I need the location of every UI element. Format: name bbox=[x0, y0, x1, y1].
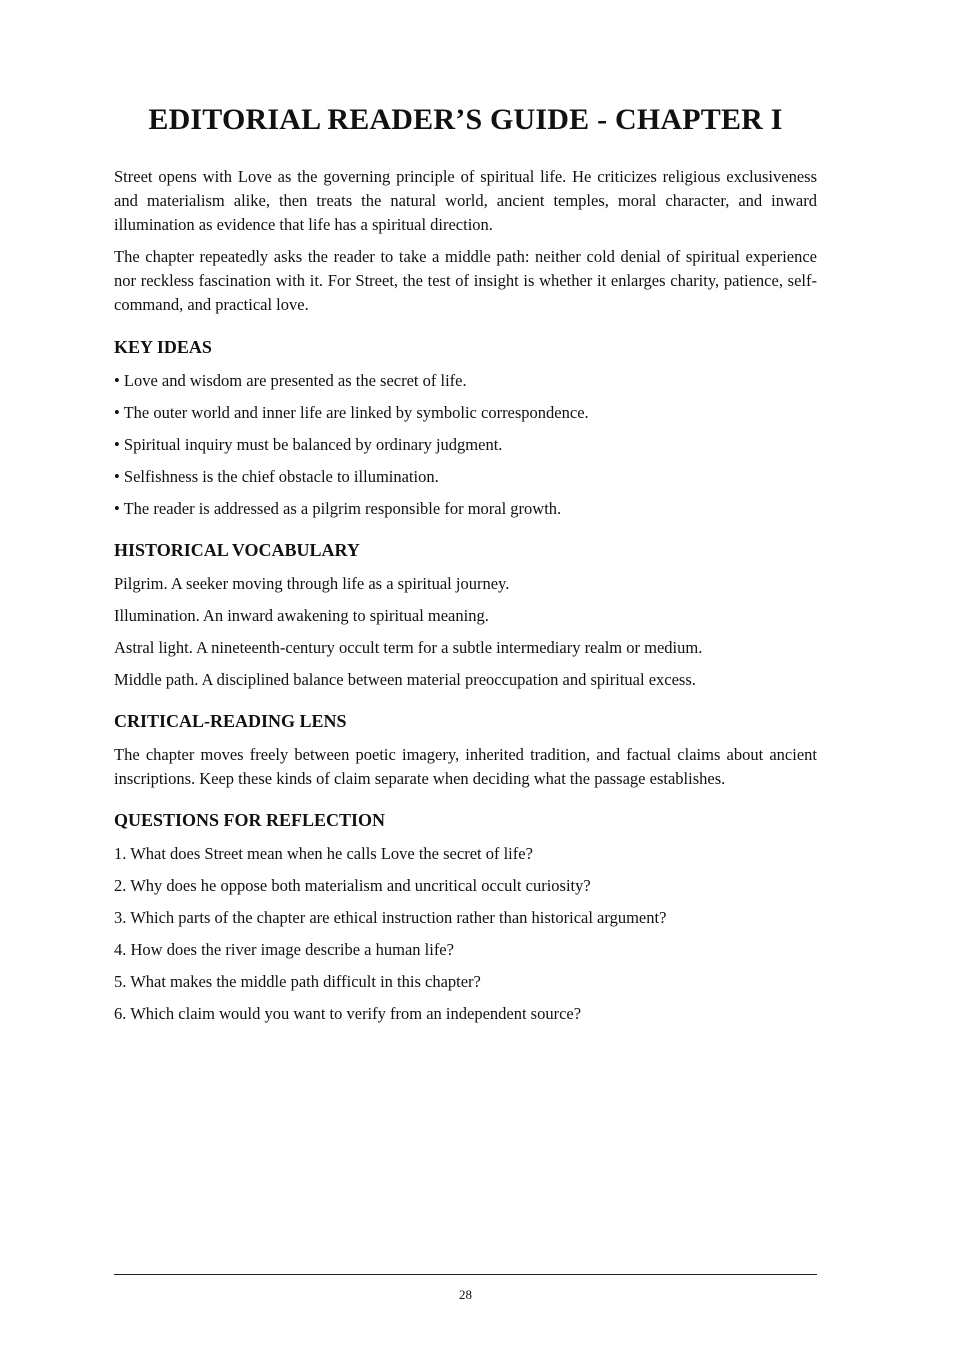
vocabulary-item: Pilgrim. A seeker moving through life as a spiritual journey. bbox=[114, 574, 510, 593]
vocabulary-item: Astral light. A nineteenth-century occult term for a subtle intermediary realm or medium. bbox=[114, 638, 703, 657]
question-item: 4. How does the river image describe a human life? bbox=[114, 940, 454, 959]
key-idea-item: • Selfishness is the chief obstacle to illumination. bbox=[114, 467, 439, 486]
intro-paragraph-2: The chapter repeatedly asks the reader to take a middle path: neither cold denial of spiritual experience nor reckless fascination with it. For Street, the test of insight is whether it enlarges charity, patience, self-command, and practical love. bbox=[114, 247, 817, 314]
intro-paragraph-1: Street opens with Love as the governing principle of spiritual life. He criticizes religious exclusiveness and materialism alike, then treats the natural world, ancient temples, moral character, and inward illumination as evidence that life has a spiritual direction. bbox=[114, 167, 817, 234]
document-page bbox=[114, 0, 817, 1026]
vocabulary-list bbox=[114, 572, 817, 692]
section-heading-historical-vocabulary: HISTORICAL VOCABULARY bbox=[114, 540, 360, 560]
questions-list bbox=[114, 842, 817, 1026]
page-number: 28 bbox=[459, 1287, 472, 1302]
question-item: 6. Which claim would you want to verify from an independent source? bbox=[114, 1004, 582, 1023]
question-item: 5. What makes the middle path difficult in this chapter? bbox=[114, 972, 481, 991]
question-item: 3. Which parts of the chapter are ethical instruction rather than historical argument? bbox=[114, 908, 667, 927]
section-heading-questions-for-reflection: QUESTIONS FOR REFLECTION bbox=[114, 810, 386, 830]
vocabulary-item: Middle path. A disciplined balance between material preoccupation and spiritual excess. bbox=[114, 670, 696, 689]
key-ideas-list bbox=[114, 369, 817, 521]
critical-reading-paragraph: The chapter moves freely between poetic imagery, inherited tradition, and factual claims about ancient inscriptions. Keep these kinds of claim separate when deciding what the passage establishes. bbox=[114, 745, 817, 788]
key-idea-item: • The reader is addressed as a pilgrim responsible for moral growth. bbox=[114, 499, 562, 518]
question-item: 2. Why does he oppose both materialism and uncritical occult curiosity? bbox=[114, 876, 591, 895]
footer-divider bbox=[114, 1274, 817, 1275]
key-idea-item: • Spiritual inquiry must be balanced by ordinary judgment. bbox=[114, 435, 503, 454]
vocabulary-item: Illumination. An inward awakening to spiritual meaning. bbox=[114, 606, 489, 625]
key-idea-item: • The outer world and inner life are linked by symbolic correspondence. bbox=[114, 403, 589, 422]
page-title: EDITORIAL READER’S GUIDE - CHAPTER I bbox=[148, 103, 783, 136]
section-heading-critical-reading-lens: CRITICAL-READING LENS bbox=[114, 711, 347, 731]
key-idea-item: • Love and wisdom are presented as the secret of life. bbox=[114, 371, 467, 390]
section-heading-key-ideas: KEY IDEAS bbox=[114, 337, 212, 357]
question-item: 1. What does Street mean when he calls Love the secret of life? bbox=[114, 844, 533, 863]
